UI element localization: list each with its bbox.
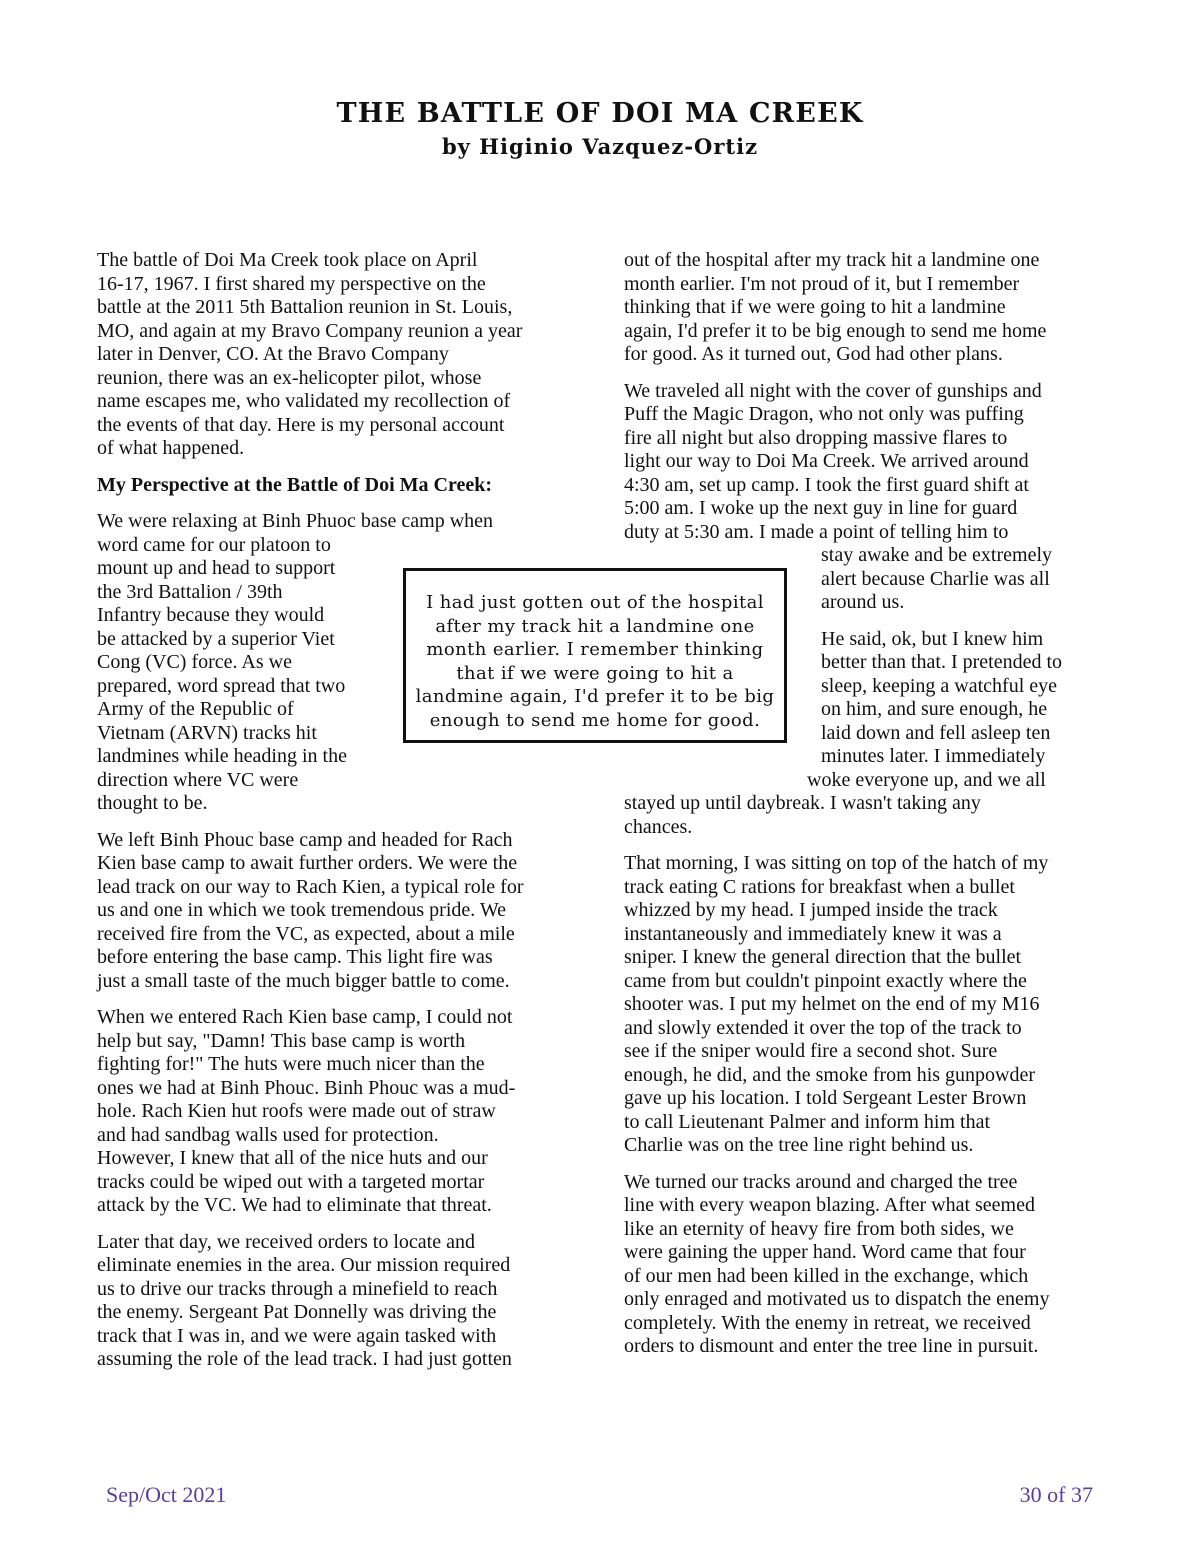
text-line: He said, ok, but I knew him <box>821 627 1044 650</box>
text-line: Kien base camp to await further orders. We were the <box>97 852 518 874</box>
text-line: stay awake and be extremely <box>821 544 1053 566</box>
footer-issue-date: Sep/Oct 2021 <box>106 1482 227 1507</box>
text-line: us to drive our tracks through a minefield to reach <box>97 1277 498 1300</box>
text-line: Infantry because they would <box>97 604 325 626</box>
text-line: Charlie was on the tree line right behind us. <box>624 1134 974 1156</box>
text-line: of our men had been killed in the exchange, which <box>624 1264 1029 1287</box>
text-line: direction where VC were <box>97 768 299 791</box>
text-line: thought to be. <box>97 792 208 814</box>
text-line: came from but couldn't pinpoint exactly where the <box>624 969 1027 992</box>
footer-page-number: 30 of 37 <box>1019 1482 1093 1507</box>
pull-quote-line: enough to send me home for good. <box>429 709 761 731</box>
text-line: The battle of Doi Ma Creek took place on April <box>97 249 478 271</box>
text-line: us and one in which we took tremendous pride. We <box>97 899 507 921</box>
text-line: later in Denver, CO. At the Bravo Company <box>97 343 449 365</box>
text-line: We traveled all night with the cover of gunships and <box>624 379 1042 402</box>
text-line: mount up and head to support <box>97 557 336 579</box>
text-line: to call Lieutenant Palmer and inform him that <box>624 1110 991 1133</box>
text-line: name escapes me, who validated my recollection of <box>97 390 511 412</box>
text-line: before entering the base camp. This light fire was <box>97 946 493 968</box>
text-line: prepared, word spread that two <box>97 674 346 697</box>
text-line: We were relaxing at Binh Phuoc base camp when <box>97 510 494 532</box>
paragraph <box>97 829 587 994</box>
text-line: enough, he did, and the smoke from his gunpowder <box>624 1063 1036 1086</box>
article-byline: by Higinio Vazquez-Ortiz <box>441 134 759 159</box>
text-line: only enraged and motivated us to dispatch the enemy <box>624 1288 1050 1310</box>
text-line: for good. As it turned out, God had other plans. <box>624 343 1003 365</box>
pull-quote-line: I had just gotten out of the hospital <box>426 592 764 613</box>
text-line: Cong (VC) force. As we <box>97 651 292 673</box>
section-heading: My Perspective at the Battle of Doi Ma Creek: <box>97 473 493 496</box>
text-line: woke everyone up, and we all <box>807 768 1046 791</box>
text-line: light our way to Doi Ma Creek. We arrived around <box>624 450 1029 472</box>
text-line: When we entered Rach Kien base camp, I could not <box>97 1006 513 1028</box>
text-line: sleep, keeping a watchful eye <box>821 674 1058 697</box>
text-line: attack by the VC. We had to eliminate that threat. <box>97 1194 492 1216</box>
text-line: help but say, "Damn! This base camp is worth <box>97 1029 466 1052</box>
text-line: Puff the Magic Dragon, who not only was puffing <box>624 403 1024 425</box>
paragraph <box>97 1231 587 1372</box>
text-line: hole. Rach Kien hut roofs were made out of straw <box>97 1100 496 1122</box>
text-line: ones we had at Binh Phouc. Binh Phouc was a mud- <box>97 1076 516 1099</box>
paragraph <box>624 249 1114 367</box>
text-line: completely. With the enemy in retreat, we received <box>624 1311 1031 1334</box>
text-line: just a small taste of the much bigger battle to come. <box>97 969 510 992</box>
text-line: track that I was in, and we were again tasked with <box>97 1324 497 1347</box>
text-line: orders to dismount and enter the tree line in pursuit. <box>624 1335 1039 1357</box>
right-column <box>624 249 1114 1372</box>
article-header <box>0 96 1200 162</box>
text-line: better than that. I pretended to <box>821 651 1063 673</box>
left-column <box>97 249 587 1385</box>
pull-quote-box <box>403 568 787 743</box>
pull-quote-line: landmine again, I'd prefer it to be big <box>415 686 775 708</box>
text-line: landmines while heading in the <box>97 745 347 767</box>
text-line: like an eternity of heavy fire from both sides, we <box>624 1217 1014 1240</box>
text-line: thinking that if we were going to hit a landmine <box>624 296 1006 318</box>
text-line: whizzed by my head. I jumped inside the track <box>624 899 998 921</box>
text-line: minutes later. I immediately <box>821 745 1046 767</box>
text-line: assuming the role of the lead track. I had just gotten <box>97 1348 512 1370</box>
text-line: fire all night but also dropping massive flares to <box>624 426 1008 449</box>
text-line: shooter was. I put my helmet on the end of my M16 <box>624 993 1040 1015</box>
text-line: alert because Charlie was all <box>821 567 1050 590</box>
text-line: line with every weapon blazing. After what seemed <box>624 1194 1035 1216</box>
text-line: and slowly extended it over the top of the track to <box>624 1016 1022 1039</box>
text-line: That morning, I was sitting on top of the hatch of my <box>624 852 1049 874</box>
text-line: around us. <box>821 591 905 613</box>
text-line: again, I'd prefer it to be big enough to send me home <box>624 319 1047 342</box>
text-line: reunion, there was an ex-helicopter pilot, whose <box>97 366 482 389</box>
text-line: laid down and fell asleep ten <box>821 721 1051 744</box>
text-line: of what happened. <box>97 437 245 459</box>
text-line: track eating C rations for breakfast when a bullet <box>624 875 1015 898</box>
text-line: and had sandbag walls used for protection. <box>97 1123 439 1146</box>
text-line: chances. <box>624 815 693 838</box>
text-line: tracks could be wiped out with a targeted mortar <box>97 1170 485 1193</box>
paragraph <box>624 1171 1114 1359</box>
text-line: the events of that day. Here is my personal account <box>97 413 505 436</box>
pull-quote-line: that if we were going to hit a <box>456 662 734 684</box>
text-line: Vietnam (ARVN) tracks hit <box>97 721 317 744</box>
text-line: were gaining the upper hand. Word came that four <box>624 1241 1026 1263</box>
text-line: instantaneously and immediately knew it was a <box>624 922 1002 945</box>
text-line: MO, and again at my Bravo Company reunion a year <box>97 319 523 342</box>
pull-quote-line: month earlier. I remember thinking <box>426 639 764 661</box>
text-line: battle at the 2011 5th Battalion reunion in St. Louis, <box>97 296 513 318</box>
text-line: the enemy. Sergeant Pat Donnelly was driving the <box>97 1301 497 1323</box>
text-line: We left Binh Phouc base camp and headed for Rach <box>97 828 513 851</box>
text-line: be attacked by a superior Viet <box>97 627 335 650</box>
text-line: word came for our platoon to <box>97 533 331 556</box>
text-line: see if the sniper would fire a second shot. Sure <box>624 1040 998 1062</box>
text-line: stayed up until daybreak. I wasn't taking any <box>624 792 981 814</box>
paragraph <box>624 852 1114 1158</box>
paragraph <box>97 1006 587 1218</box>
text-line: month earlier. I'm not proud of it, but I remember <box>624 272 1020 295</box>
text-line: 4:30 am, set up camp. I took the first guard shift at <box>624 473 1029 496</box>
text-line: received fire from the VC, as expected, about a mile <box>97 922 515 945</box>
text-line: Army of the Republic of <box>97 698 294 720</box>
text-line: lead track on our way to Rach Kien, a typical role for <box>97 875 524 898</box>
text-line: 16-17, 1967. I first shared my perspective on the <box>97 272 486 295</box>
text-line: Later that day, we received orders to locate and <box>97 1230 475 1253</box>
text-line: 5:00 am. I woke up the next guy in line for guard <box>624 497 1018 519</box>
pull-quote-line: after my track hit a landmine one <box>435 615 755 637</box>
text-line: duty at 5:30 am. I made a point of telling him to <box>624 520 1009 543</box>
text-line: We turned our tracks around and charged the tree <box>624 1170 1018 1193</box>
text-line: out of the hospital after my track hit a landmine one <box>624 249 1040 271</box>
text-line: the 3rd Battalion / 39th <box>97 580 283 603</box>
text-line: gave up his location. I told Sergeant Lester Brown <box>624 1087 1027 1109</box>
text-line: fighting for!" The huts were much nicer than the <box>97 1053 485 1075</box>
text-line: sniper. I knew the general direction that the bullet <box>624 946 1022 968</box>
text-line: on him, and sure enough, he <box>821 698 1048 720</box>
text-line: eliminate enemies in the area. Our mission required <box>97 1254 511 1276</box>
paragraph <box>97 249 587 461</box>
article-title: THE BATTLE OF DOI MA CREEK <box>336 98 864 129</box>
text-line: However, I knew that all of the nice huts and our <box>97 1147 488 1169</box>
